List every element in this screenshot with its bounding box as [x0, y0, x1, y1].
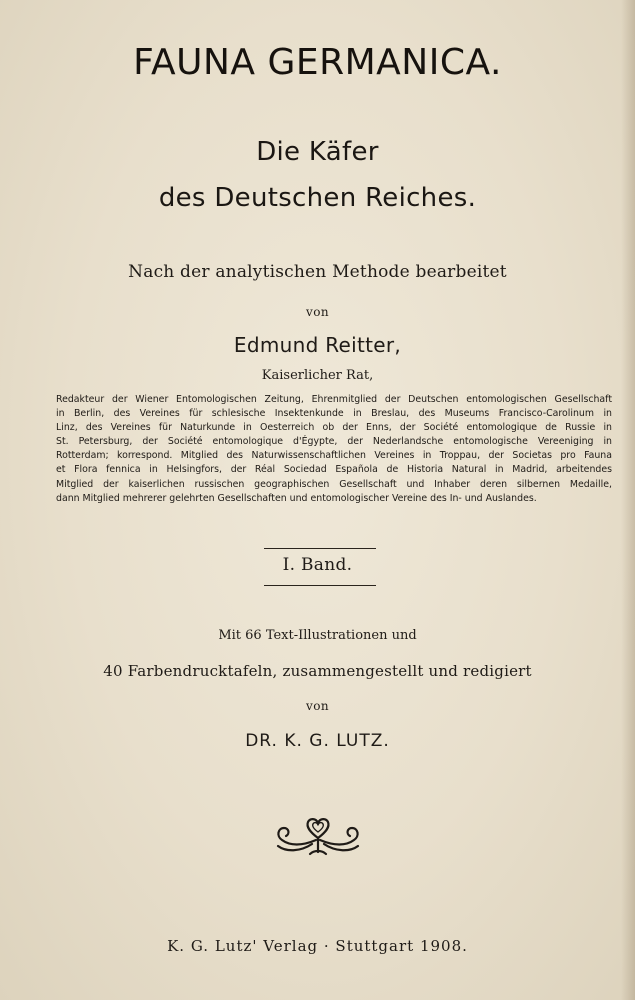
bio-line: dann Mitglied mehrerer gelehrten Gesellschaften und entomologischer Vereine des In- und Auslandes.	[56, 492, 537, 504]
art-nouveau-heart-ornament-icon	[272, 812, 364, 858]
author-rank: Kaiserlicher Rat,	[261, 368, 374, 383]
publisher-line: K. G. Lutz' Verlag · Stuttgart 1908.	[167, 937, 468, 955]
bio-line: in Berlin, des Vereines für schlesische Insektenkunde in Breslau, des Museums Francisco-Carolinum in	[56, 408, 612, 420]
bio-line: St. Petersburg, der Société entomologique d'Égypte, der Nederlandsche entomologische Vereeniging in	[56, 436, 612, 448]
subtitle-line-2: des Deutschen Reiches.	[158, 183, 477, 213]
volume-label: I. Band.	[282, 555, 353, 575]
author-name: Edmund Reitter,	[233, 333, 402, 357]
illustrations-line: Mit 66 Text-Illustrationen und	[218, 628, 417, 643]
subtitle-line-1: Die Käfer	[256, 137, 379, 167]
plates-line: 40 Farbendrucktafeln, zusammengestellt und redigiert	[103, 662, 532, 680]
editor-name: DR. K. G. LUTZ.	[245, 731, 390, 751]
method-line: Nach der analytischen Methode bearbeitet	[128, 262, 507, 282]
von-line-author: von	[306, 305, 329, 319]
von-line-editor: von	[306, 699, 329, 713]
bio-line: Redakteur der Wiener Entomologischen Zeitung, Ehrenmitglied der Deutschen entomologischen Gesellschaft	[56, 394, 612, 405]
volume-rule-top	[264, 548, 376, 549]
bio-line: et Flora fennica in Helsingfors, der Réal Sociedad Española de Historia Natural in Madrid, arbeitendes	[56, 464, 612, 476]
bio-line: Rotterdam; korrespond. Mitglied des Naturwissenschaftlichen Vereines in Troppau, der Societas pro Fauna	[56, 450, 612, 462]
bio-line: Mitglied der kaiserlichen russischen geographischen Gesellschaft und Inhaber deren silbernen Medaille,	[56, 478, 612, 490]
main-title: FAUNA GERMANICA.	[133, 42, 502, 83]
author-biography	[56, 393, 612, 506]
volume-rule-bottom	[264, 585, 376, 586]
bio-line: Linz, des Vereines für Naturkunde in Oesterreich ob der Enns, der Société entomologique de Russie in	[56, 422, 612, 434]
